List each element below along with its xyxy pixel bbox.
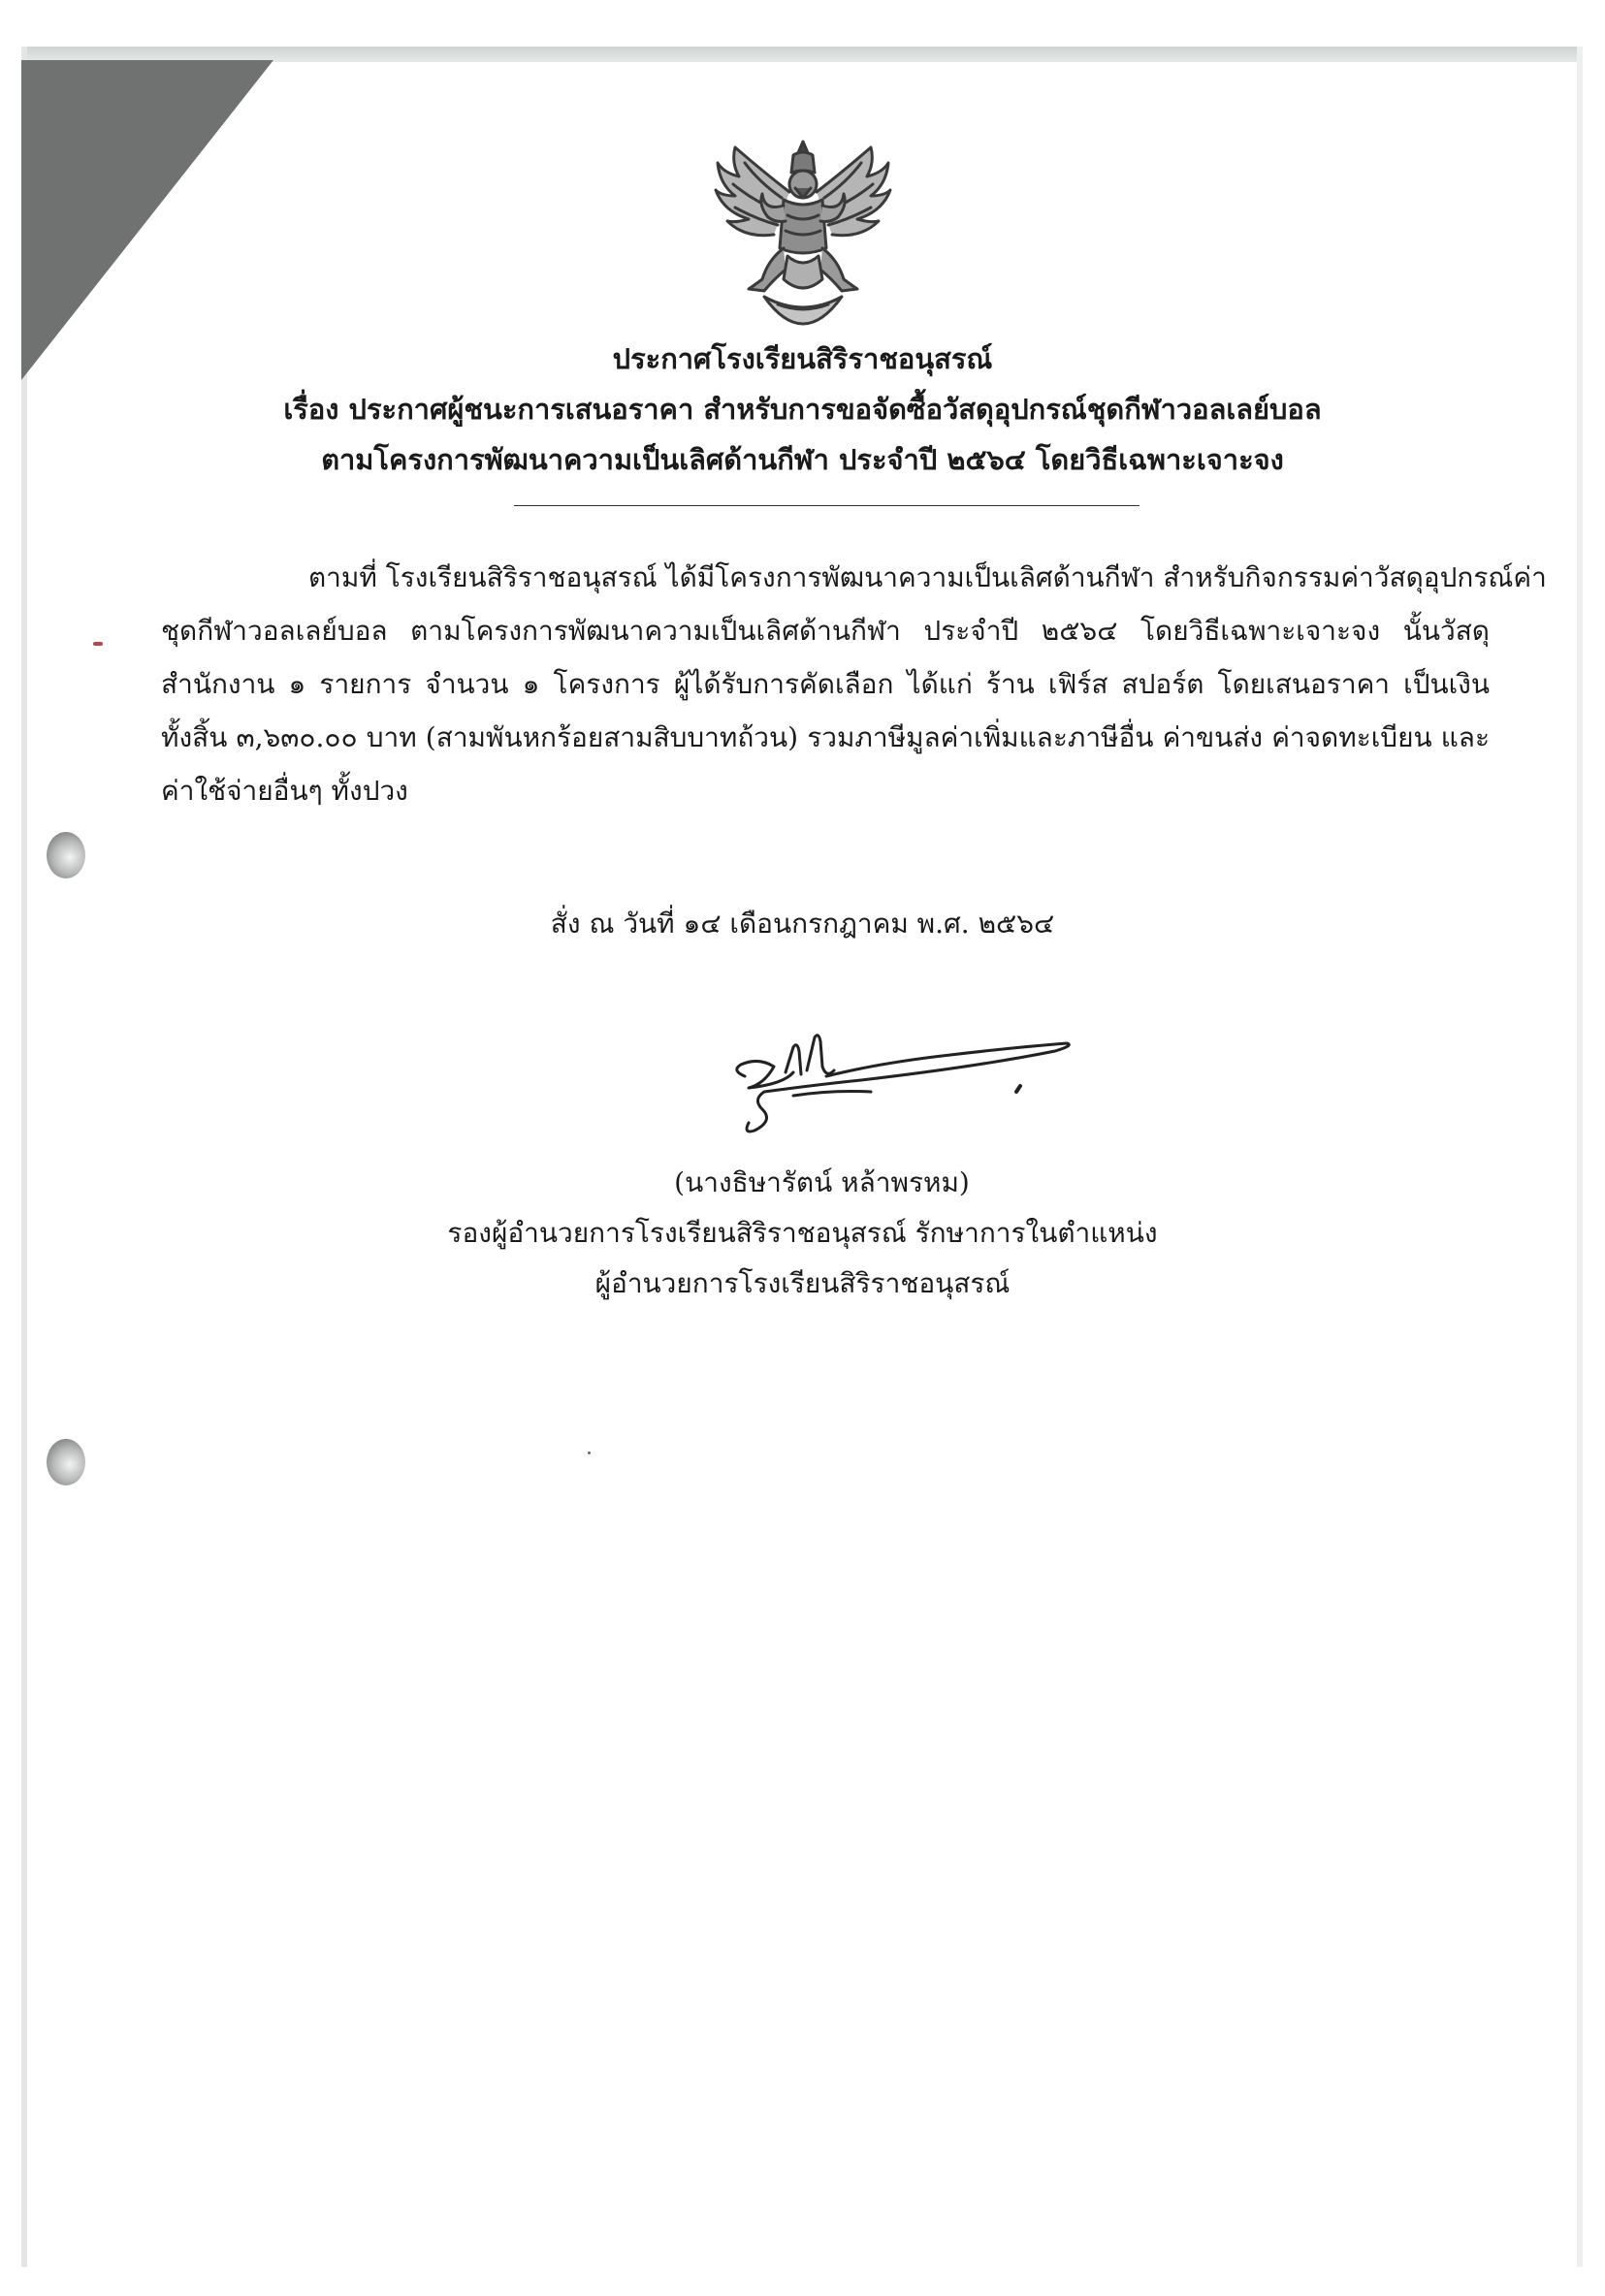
signer-position: รองผู้อำนวยการโรงเรียนสิริราชอนุสรณ์ รักษาการในตำแหน่ง <box>447 1217 1158 1249</box>
folded-corner-shadow <box>21 60 273 380</box>
body-line: สำนักงาน ๑ รายการ จำนวน ๑ โครงการ ผู้ได้รับการคัดเลือก ได้แก่ ร้าน เฟิร์ส สปอร์ต โดยเสนอราคา เป็นเงิน <box>161 668 1490 700</box>
announcement-subject: เรื่อง ประกาศผู้ชนะการเสนอราคา สำหรับการขอจัดซื้อวัสดุอุปกรณ์ชุดกีฬาวอลเลย์บอล <box>283 393 1322 426</box>
body-line: ตามที่ โรงเรียนสิริราชอนุสรณ์ ได้มีโครงการพัฒนาความเป็นเลิศด้านกีฬา สำหรับกิจกรรมค่าวัสดุอุปกรณ์ค่า <box>308 561 1547 593</box>
garuda-emblem-icon <box>706 134 900 328</box>
signer-position-acting: ผู้อำนวยการโรงเรียนสิริราชอนุสรณ์ <box>594 1267 1011 1299</box>
issue-date: สั่ง ณ วันที่ ๑๔ เดือนกรกฎาคม พ.ศ. ๒๕๖๔ <box>550 908 1055 940</box>
body-line: ค่าใช้จ่ายอื่นๆ ทั้งปวง <box>161 775 408 807</box>
signer-name: (นางธิษารัตน์ หล้าพรหม) <box>674 1166 970 1198</box>
announcement-project: ตามโครงการพัฒนาความเป็นเลิศด้านกีฬา ประจำปี ๒๕๖๔ โดยวิธีเฉพาะเจาะจง <box>321 443 1284 476</box>
scan-speck <box>93 642 103 646</box>
announcement-issuer: ประกาศโรงเรียนสิริราชอนุสรณ์ <box>612 342 993 375</box>
scan-speck <box>588 1451 591 1454</box>
body-line: ทั้งสิ้น ๓,๖๓๐.๐๐ บาท (สามพันหกร้อยสามสิบบาทถ้วน) รวมภาษีมูลค่าเพิ่มและภาษีอื่น ค่าขนส่ง ค่าจดทะเบียน และ <box>161 721 1490 753</box>
punch-hole-bottom <box>47 1439 85 1485</box>
scan-edge-right <box>1577 47 1583 2267</box>
header-divider <box>514 505 1140 506</box>
handwritten-signature <box>725 1028 1094 1144</box>
body-line: ชุดกีฬาวอลเลย์บอล ตามโครงการพัฒนาความเป็นเลิศด้านกีฬา ประจำปี ๒๕๖๔ โดยวิธีเฉพาะเจาะจง นั้นวัสดุ <box>161 615 1490 647</box>
punch-hole-top <box>47 832 85 878</box>
